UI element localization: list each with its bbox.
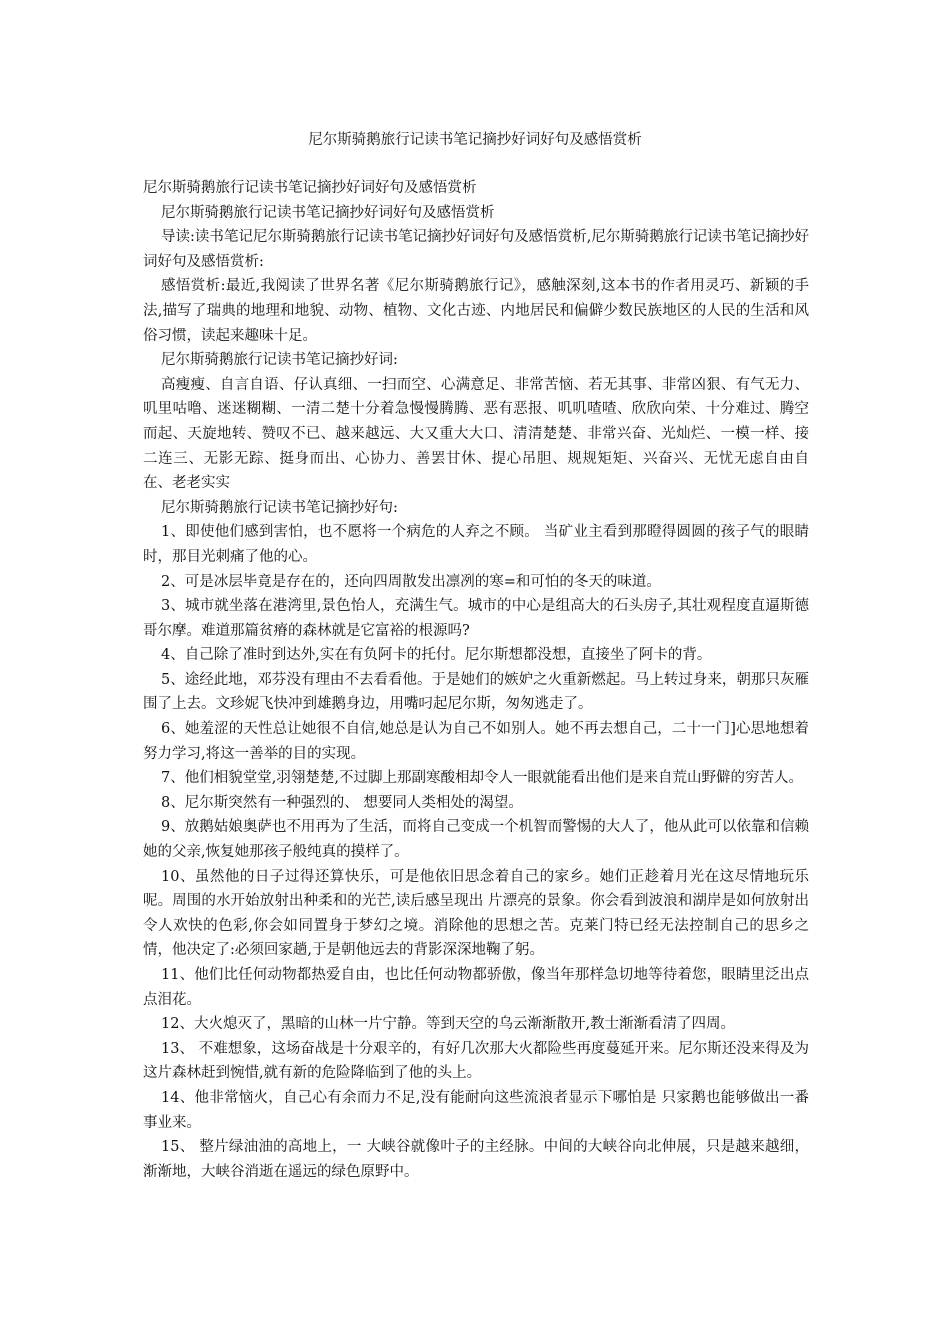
sentence-item-1: 1、即使他们感到害怕，也不愿将一个病危的人弃之不顾。 当矿业主看到那瞪得圆圆的孩子气的眼睛时，那目光刺痛了他的心。: [143, 524, 809, 565]
sentence-item-7: 7、他们相貌堂堂,羽翎楚楚,不过脚上那副寒酸相却令人一眼就能看出他们是来自荒山野僻的穷苦人。: [161, 770, 803, 787]
paragraph-repeated-title: 尼尔斯骑鹅旅行记读书笔记摘抄好词好句及感悟赏析: [143, 180, 477, 196]
sentence-item-4: 4、自己除了准时到达外,实在有负阿卡的托付。尼尔斯想都没想，直接坐了阿卡的背。: [161, 647, 712, 664]
paragraph-subtitle: 尼尔斯骑鹅旅行记读书笔记摘抄好词好句及感悟赏析: [161, 204, 495, 221]
sentence-item-5: 5、途经此地，邓芬没有理由不去看看他。于是她们的嫉妒之火重新燃起。马上转过身来，朝那只灰雁围了上去。文珍妮飞快冲到雄鹅身边，用嘴叼起尼尔斯，匆匆逃走了。: [143, 671, 809, 713]
heading-good-words: 尼尔斯骑鹅旅行记读书笔记摘抄好词:: [161, 352, 398, 369]
sentence-item-11: 11、他们比任何动物都热爱自由，也比任何动物都骄傲，像当年那样急切地等待着您，眼睛里泛出点点泪花。: [143, 967, 809, 1008]
document-body: [143, 176, 809, 1184]
sentence-item-8: 8、尼尔斯突然有一种强烈的、 想要同人类相处的渴望。: [161, 794, 523, 811]
paragraph-good-words: 高瘦瘦、自言自语、仔认真细、一扫而空、心满意足、非常苦恼、若无其事、非常凶狠、有气无力、叽里咕噜、迷迷糊糊、一清二楚十分着急慢慢腾腾、恶有恶报、叽叽喳喳、欣欣向荣、十分难过、腾空而起、天旋地转、赞叹不已、越来越远、大又重大大口、清清楚楚、非常兴奋、光灿烂、一模一样、接二连三、无影无踪、挺身而出、心协力、善罢甘休、提心吊胆、规规矩矩、兴奋兴、无忧无虑自由自在、老老实实: [143, 376, 809, 492]
sentence-item-13: 13、 不难想象，这场奋战是十分艰辛的，有好几次那大火都险些再度蔓延开来。尼尔斯还没来得及为这片森林赶到惋惜,就有新的危险降临到了他的头上。: [143, 1040, 809, 1082]
sentence-item-9: 9、放鹅姑娘奥萨也不用再为了生活，而将自己变成一个机智而警惕的大人了，他从此可以依靠和信赖她的父亲,恢复她那孩子般纯真的摸样了。: [143, 819, 809, 861]
heading-good-sentences: 尼尔斯骑鹅旅行记读书笔记摘抄好句:: [161, 499, 398, 516]
document-title: 尼尔斯骑鹅旅行记读书笔记摘抄好词好句及感悟赏析: [308, 132, 642, 148]
sentence-item-12: 12、大火熄灭了，黑暗的山林一片宁静。等到天空的乌云渐渐散开,教士渐渐看清了四周。: [161, 1016, 736, 1033]
sentence-item-15: 15、 整片绿油油的高地上，一 大峡谷就像叶子的主经脉。中间的大峡谷向北伸展，只是越来越细，渐渐地，大峡谷消逝在遥远的绿色原野中。: [143, 1139, 809, 1180]
sentence-item-14: 14、他非常恼火，自己心有余而力不足,没有能耐向这些流浪者显示下哪怕是 只家鹅也能够做出一番事业来。: [143, 1089, 809, 1131]
sentence-item-6: 6、她羞涩的天性总让她很不自信,她总是认为自己不如别人。她不再去想自己，二十一门]心思地想着努力学习,将这一善举的目的实现。: [143, 721, 809, 762]
sentence-item-2: 2、可是冰层毕竟是存在的，还向四周散发出凛冽的寒=和可怕的冬天的味道。: [161, 573, 661, 590]
paragraph-reflection: 感悟赏析:最近,我阅读了世界名著《尼尔斯骑鹅旅行记》，感触深刻,这本书的作者用灵巧、新颖的手法,描写了瑞典的地理和地貌、动物、植物、文化古迹、内地居民和偏僻少数民族地区的人民的生活和风俗习惯，读起来趣味十足。: [143, 278, 809, 344]
paragraph-intro: 导读:读书笔记尼尔斯骑鹅旅行记读书笔记摘抄好词好句及感悟赏析,尼尔斯骑鹅旅行记读书笔记摘抄好词好句及感悟赏析:: [143, 229, 809, 270]
sentence-item-10: 10、虽然他的日子过得还算快乐，可是他依旧思念着自己的家乡。她们正趁着月光在这尽情地玩乐呢。周围的水开始放射出种柔和的光芒,读后感呈现出 片漂亮的景象。你会看到波浪和湖岸是如何放射出令人欢快的色彩,你会如同置身于梦幻之境。消除他的思想之苦。克莱门特已经无法控制自己的思乡之情，他决定了:必须回家趟,于是朝他远去的背影深深地鞠了躬。: [143, 868, 809, 959]
sentence-item-3: 3、城市就坐落在港湾里,景色怡人，充满生气。城市的中心是组高大的石头房子,其壮观程度直逼斯德哥尔摩。难道那篇贫瘠的森林就是它富裕的根源吗?: [143, 598, 809, 639]
